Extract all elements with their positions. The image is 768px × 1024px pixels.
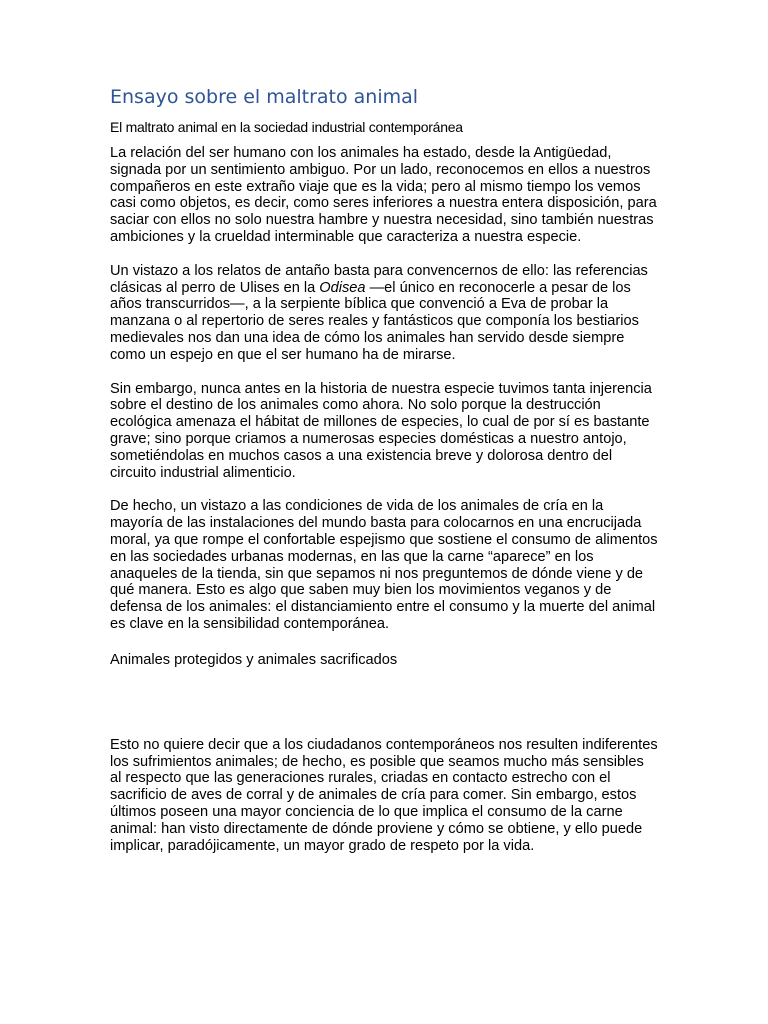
paragraph-5: Esto no quiere decir que a los ciudadanos contemporáneos nos resulten indiferentes los sufrimientos animales; de hecho, es posible que seamos mucho más sensibles al respecto que las generaciones rurales, criadas en contacto estrecho con el sacrificio de aves de corral y de animales de cría para comer. Sin embargo, estos últimos poseen una mayor conciencia de lo que implica el consumo de la carne animal: han visto directamente de dónde proviene y cómo se obtiene, y ello puede implicar, paradójicamente, un mayor grado de respeto por la vida. <box>110 736 658 854</box>
paragraph-2 <box>110 263 658 364</box>
paragraph-1: La relación del ser humano con los animales ha estado, desde la Antigüedad, signada por un sentimiento ambiguo. Por un lado, reconocemos en ellos a nuestros compañeros en este extraño viaje que es la vida; pero al mismo tiempo los vemos casi como objetos, es decir, como seres inferiores a nuestra entera disposición, para saciar con ellos no solo nuestra hambre y nuestra necesidad, sino también nuestras ambiciones y la crueldad interminable que caracteriza a nuestra especie. <box>110 145 657 245</box>
paragraph-4: De hecho, un vistazo a las condiciones de vida de los animales de cría en la mayoría de las instalaciones del mundo basta para colocarnos en una encrucijada moral, ya que rompe el confortable espejismo que sostiene el consumo de alimentos en las sociedades urbanas modernas, en las que la carne “aparece” en los anaqueles de la tienda, sin que sepamos ni nos preguntemos de dónde viene y de qué manera. Esto es algo que saben muy bien los movimientos veganos y de defensa de los animales: el distanciamiento entre el consumo y la muerte del animal es clave en la sensibilidad contemporánea. <box>110 498 658 632</box>
document-body <box>110 85 658 854</box>
section-heading: Animales protegidos y animales sacrificados <box>110 651 398 668</box>
document-subtitle: El maltrato animal en la sociedad industrial contemporánea <box>110 119 463 135</box>
paragraph-3: Sin embargo, nunca antes en la historia de nuestra especie tuvimos tanta injerencia sobre el destino de los animales como ahora. No solo porque la destrucción ecológica amenaza el hábitat de millones de especies, lo cual de por sí es bastante grave; sino porque criamos a numerosas especies domésticas a nuestro antojo, sometiéndolas en muchos casos a una existencia breve y dolorosa dentro del circuito industrial alimenticio. <box>110 380 652 481</box>
document-title: Ensayo sobre el maltrato animal <box>110 86 419 108</box>
paragraph-2-text-start: Un vistazo a los relatos de antaño basta para convencernos de ello: las referencias clásicas al perro de Ulises en la <box>110 262 648 296</box>
paragraph-2-italic-work-title: Odisea <box>319 279 366 296</box>
paragraph-2-text-end: —el único en reconocerle a pesar de los años transcurridos—, a la serpiente bíblica que convenció a Eva de probar la manzana o al repertorio de seres reales y fantásticos que componía los bestiarios medievales nos dan una idea de cómo los animales han servido desde siempre como un espejo en que el ser humano ha de mirarse. <box>110 279 639 363</box>
